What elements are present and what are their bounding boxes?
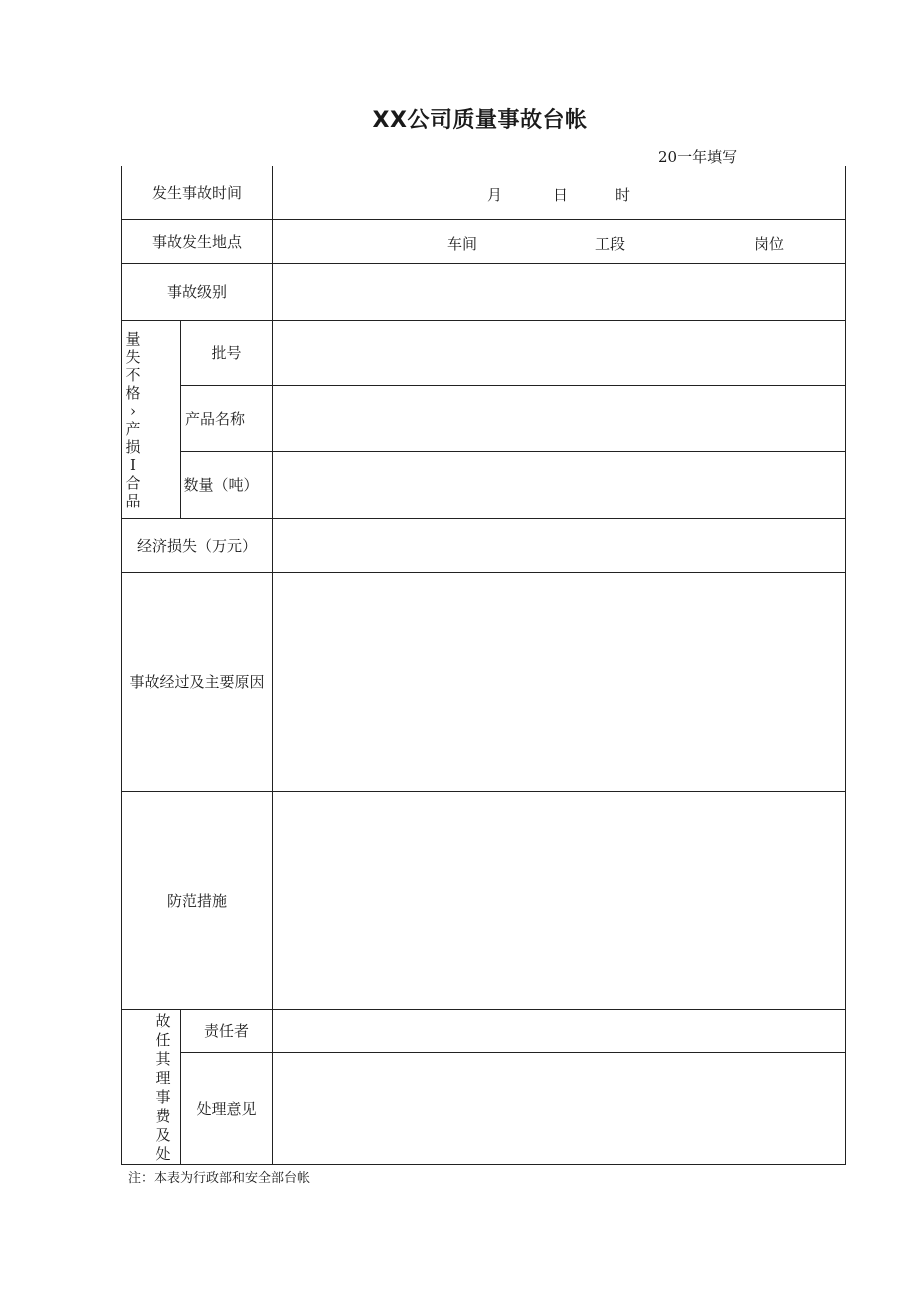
product-field[interactable]	[273, 386, 845, 451]
loss-group-label-char: 品	[125, 492, 141, 510]
economic-label: 经济损失（万元）	[136, 536, 257, 555]
handling-group-label-char: 处	[155, 1145, 171, 1163]
loss-group-label-char: I	[130, 456, 136, 474]
level-field[interactable]	[273, 264, 845, 320]
loss-group-label-char: 量	[125, 330, 141, 348]
time-month: 月	[487, 186, 503, 204]
opinion-label: 处理意见	[196, 1099, 257, 1118]
responsible-field[interactable]	[273, 1010, 845, 1052]
process-label: 事故经过及主要原因	[129, 673, 265, 691]
handling-group-label-char: 费	[155, 1107, 171, 1125]
time-day: 日	[553, 186, 569, 204]
year-label: 20一年填写	[658, 148, 738, 166]
opinion-field[interactable]	[273, 1053, 845, 1164]
location-section: 工段	[595, 235, 626, 253]
footnote: 注：本表为行政部和安全部台帐	[128, 1171, 311, 1186]
product-label: 产品名称	[184, 409, 245, 428]
loss-group-label-char: 损	[125, 438, 141, 456]
loss-group-label-char: 格	[125, 384, 141, 402]
loss-group-label	[122, 330, 144, 510]
prevention-field[interactable]	[273, 792, 845, 1009]
page-title: XX公司质量事故台帐	[372, 108, 588, 133]
handling-group-label-char: 理	[155, 1069, 171, 1087]
batch-label: 批号	[211, 344, 242, 362]
handling-group-label-char: 其	[155, 1050, 171, 1068]
loss-group-label-char: 失	[125, 348, 141, 366]
prevention-label: 防范措施	[166, 891, 227, 910]
location-workshop: 车间	[447, 235, 478, 253]
batch-field[interactable]	[273, 321, 845, 385]
handling-group-label-char: 事	[155, 1088, 171, 1106]
quantity-field[interactable]	[273, 452, 845, 518]
handling-group-label	[150, 1012, 176, 1164]
handling-group-label-char: 故	[155, 1012, 171, 1030]
loss-group-label-char: 不	[125, 366, 141, 384]
time-label: 发生事故时间	[151, 183, 242, 202]
quantity-label: 数量（吨）	[183, 476, 259, 494]
responsible-label: 责任者	[203, 1022, 249, 1040]
time-hour: 时	[615, 186, 631, 204]
economic-field[interactable]	[273, 519, 845, 572]
loss-group-label-char: 产	[125, 420, 141, 438]
location-post: 岗位	[754, 235, 785, 253]
location-label: 事故发生地点	[151, 232, 242, 251]
loss-group-label-char: 合	[125, 474, 141, 492]
handling-group-label-char: 任	[155, 1031, 171, 1049]
handling-group-label-char: 及	[155, 1126, 171, 1144]
process-field[interactable]	[273, 573, 845, 791]
level-label: 事故级别	[166, 283, 227, 301]
loss-group-label-char: ›	[130, 402, 136, 420]
